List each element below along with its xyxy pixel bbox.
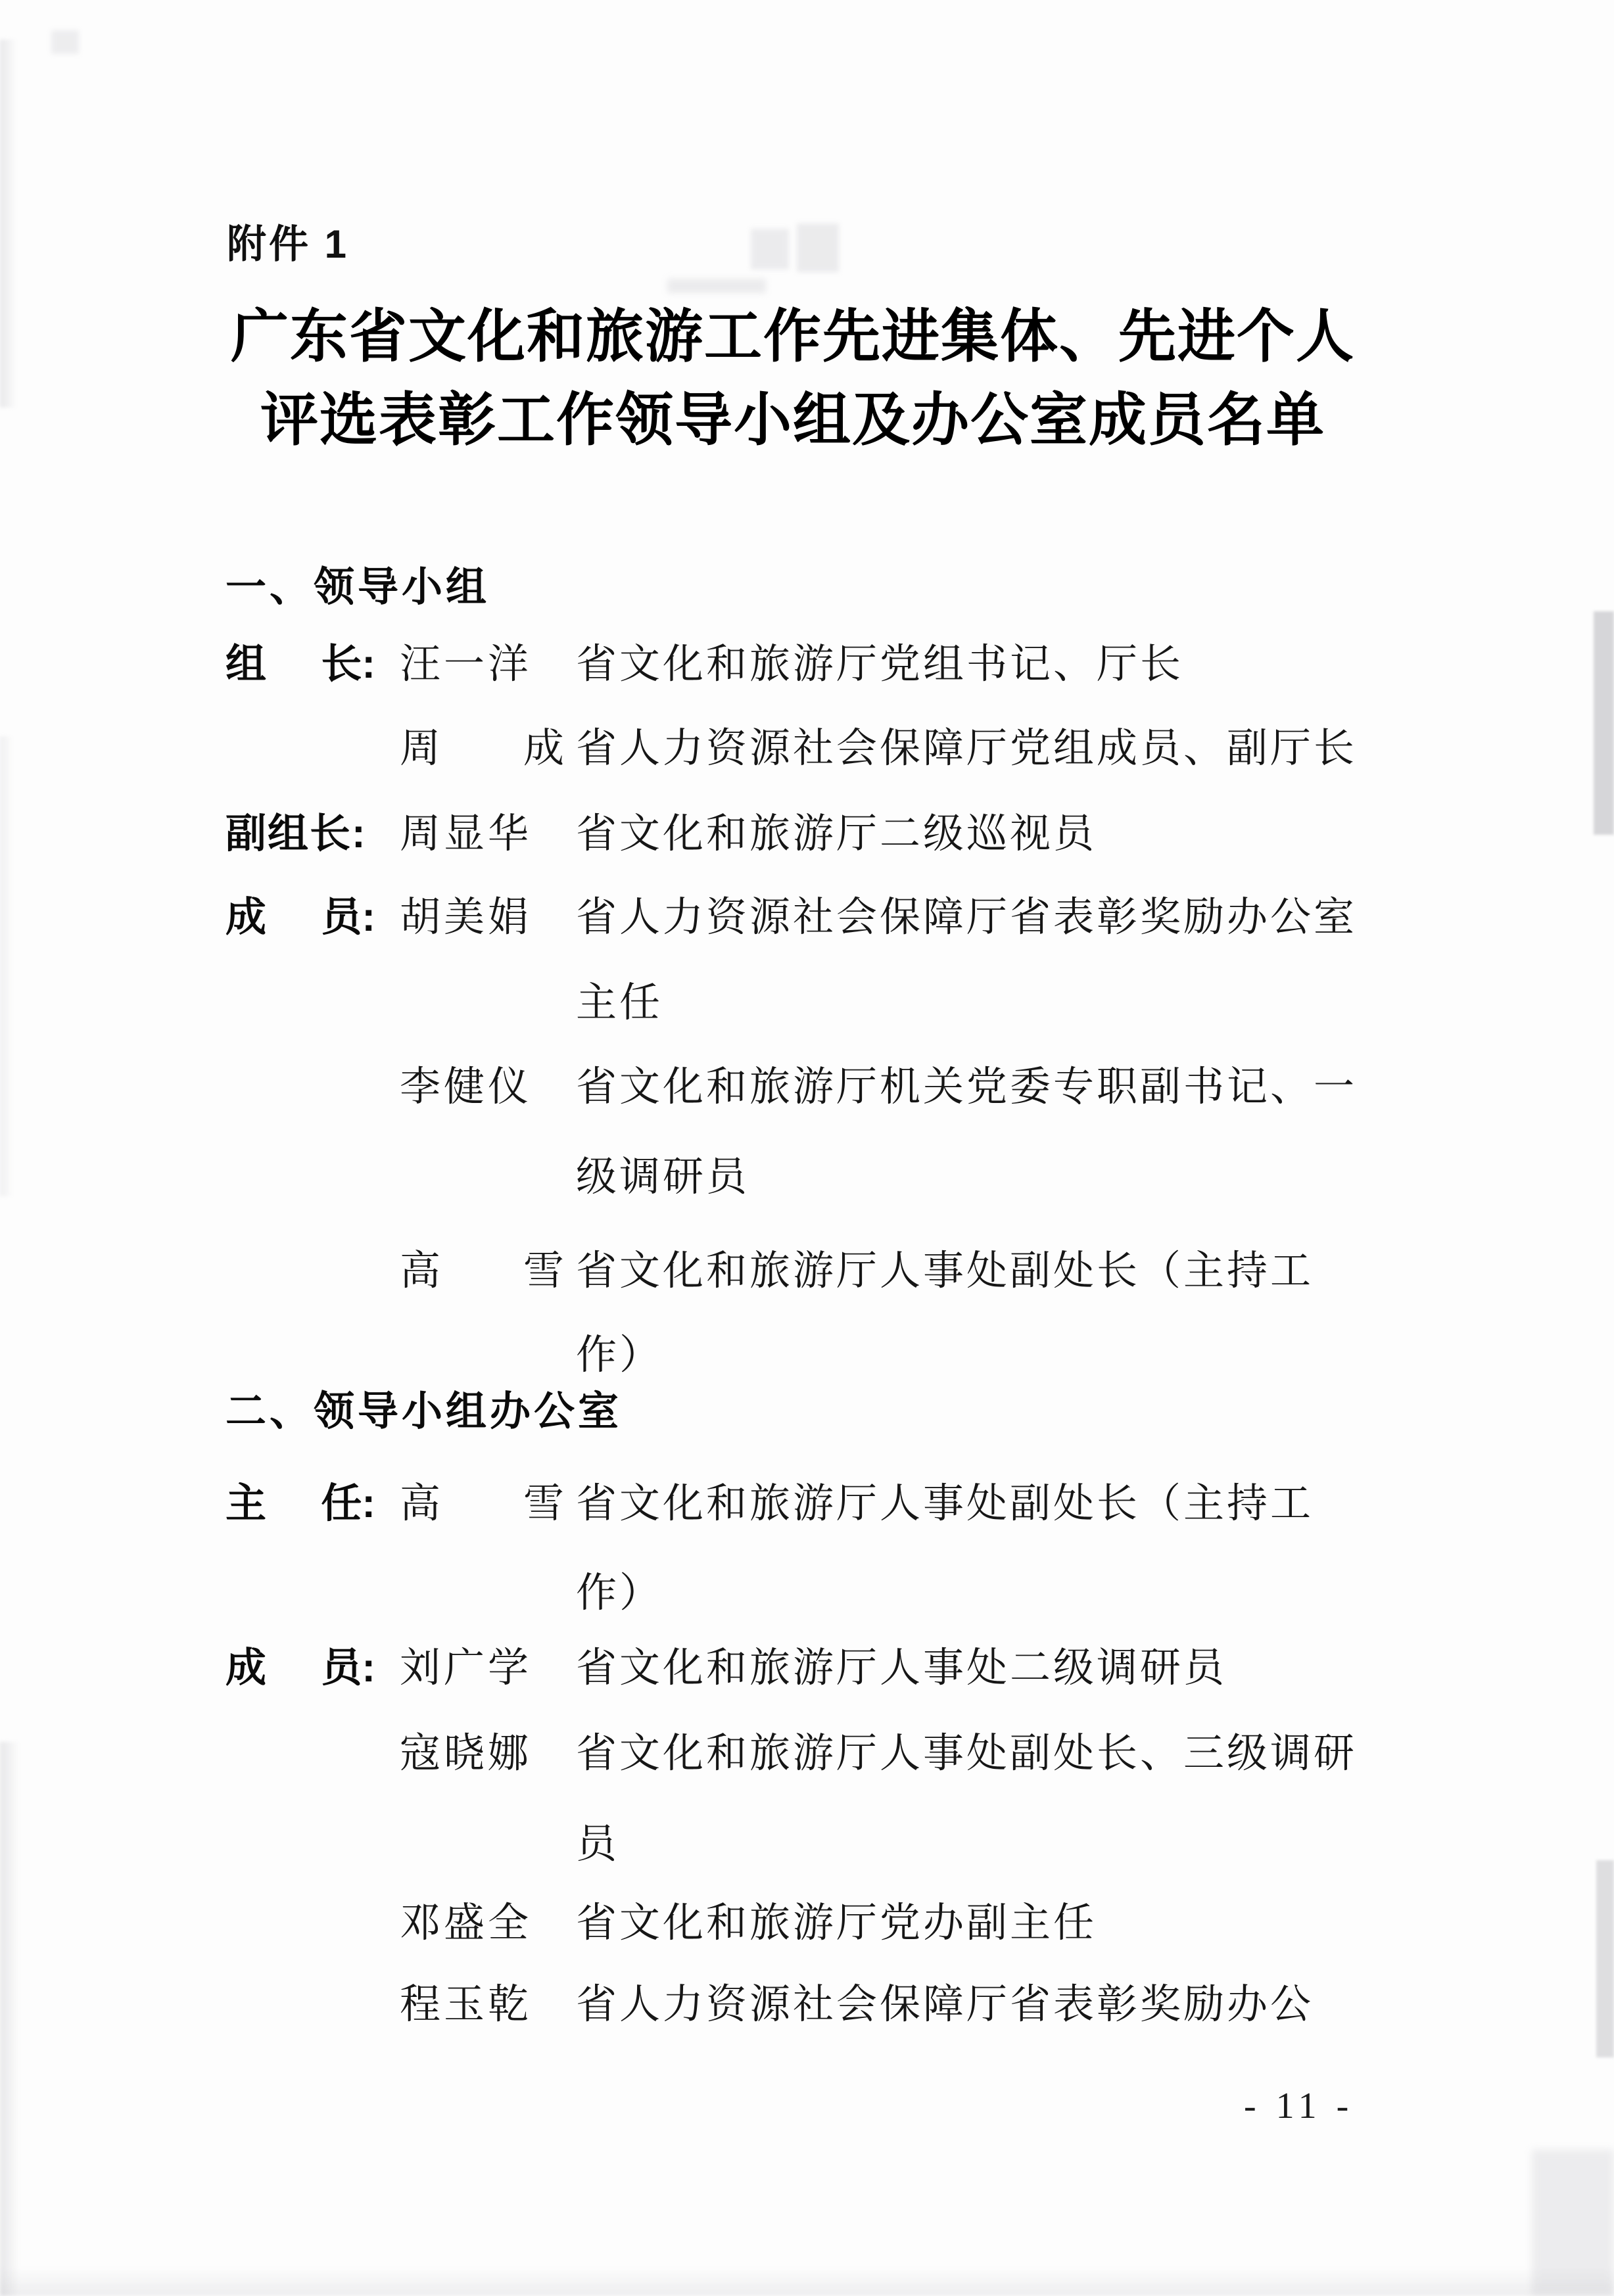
document-title-line-2: 评选表彰工作领导小组及办公室成员名单 <box>260 389 1325 453</box>
member-name: 刘广学 <box>400 1646 533 1691</box>
member-name: 周 成 <box>400 726 564 771</box>
member-desc: 省文化和旅游厅人事处副处长、三级调研 <box>576 1731 1358 1776</box>
scan-artifact <box>0 2266 1614 2296</box>
member-name: 胡美娟 <box>400 895 533 940</box>
member-desc-continuation: 员 <box>576 1822 620 1867</box>
member-name: 李健仪 <box>400 1065 533 1110</box>
scan-artifact <box>51 30 79 54</box>
scan-artifact <box>1532 2149 1614 2296</box>
member-name: 高 雪 <box>400 1482 564 1526</box>
member-name: 汪一洋 <box>400 642 533 687</box>
member-row <box>0 641 1614 688</box>
scan-artifact <box>751 229 789 269</box>
member-row <box>0 810 1614 858</box>
member-desc: 省人力资源社会保障厅党组成员、副厅长 <box>576 726 1358 771</box>
scan-artifact <box>0 39 17 408</box>
member-name: 邓盛全 <box>400 1901 533 1946</box>
role-label: 主 任: <box>225 1481 375 1526</box>
member-row <box>0 725 1614 772</box>
member-row <box>0 1248 1614 1295</box>
member-desc: 省文化和旅游厅党组书记、厅长 <box>576 642 1184 687</box>
member-row <box>0 1645 1614 1692</box>
member-desc-continuation: 级调研员 <box>576 1155 750 1200</box>
section-heading-office: 二、领导小组办公室 <box>225 1389 623 1434</box>
member-desc: 省文化和旅游厅机关党委专职副书记、一 <box>576 1065 1358 1110</box>
member-desc: 省文化和旅游厅二级巡视员 <box>576 812 1097 856</box>
scan-artifact <box>667 279 766 293</box>
role-label: 成 员: <box>225 1645 375 1691</box>
member-desc: 省文化和旅游厅人事处副处长（主持工 <box>576 1249 1314 1294</box>
member-row <box>0 1900 1614 1947</box>
attachment-label: 附件 1 <box>227 222 350 266</box>
document-title <box>225 296 1360 463</box>
page-number: - 11 - <box>1244 2086 1354 2126</box>
member-name: 程玉乾 <box>400 1982 533 2027</box>
section-heading-leading-group: 一、领导小组 <box>225 565 490 610</box>
member-name: 高 雪 <box>400 1249 564 1294</box>
member-row <box>0 1480 1614 1528</box>
scan-artifact <box>797 223 839 272</box>
document-title-line-1: 广东省文化和旅游工作先进集体、先进个人 <box>230 306 1355 369</box>
role-label: 副组长: <box>225 811 367 856</box>
member-row <box>0 1730 1614 1777</box>
role-label: 成 员: <box>225 895 375 940</box>
member-desc: 省人力资源社会保障厅省表彰奖励办公室 <box>576 895 1358 940</box>
member-desc-continuation: 作） <box>576 1333 663 1378</box>
member-row <box>0 894 1614 941</box>
role-label: 组 长: <box>225 642 375 687</box>
member-name: 寇晓娜 <box>400 1731 533 1776</box>
scan-artifact <box>0 736 13 1196</box>
member-desc-continuation: 作） <box>576 1571 663 1616</box>
member-row <box>0 1981 1614 2028</box>
member-desc: 省文化和旅游厅党办副主任 <box>576 1901 1097 1946</box>
member-row <box>0 1064 1614 1111</box>
member-desc: 省文化和旅游厅人事处副处长（主持工 <box>576 1482 1314 1526</box>
member-desc: 省人力资源社会保障厅省表彰奖励办公 <box>576 1982 1314 2027</box>
member-desc-continuation: 主任 <box>576 981 663 1025</box>
member-name: 周显华 <box>400 812 533 856</box>
member-desc: 省文化和旅游厅人事处二级调研员 <box>576 1646 1227 1691</box>
